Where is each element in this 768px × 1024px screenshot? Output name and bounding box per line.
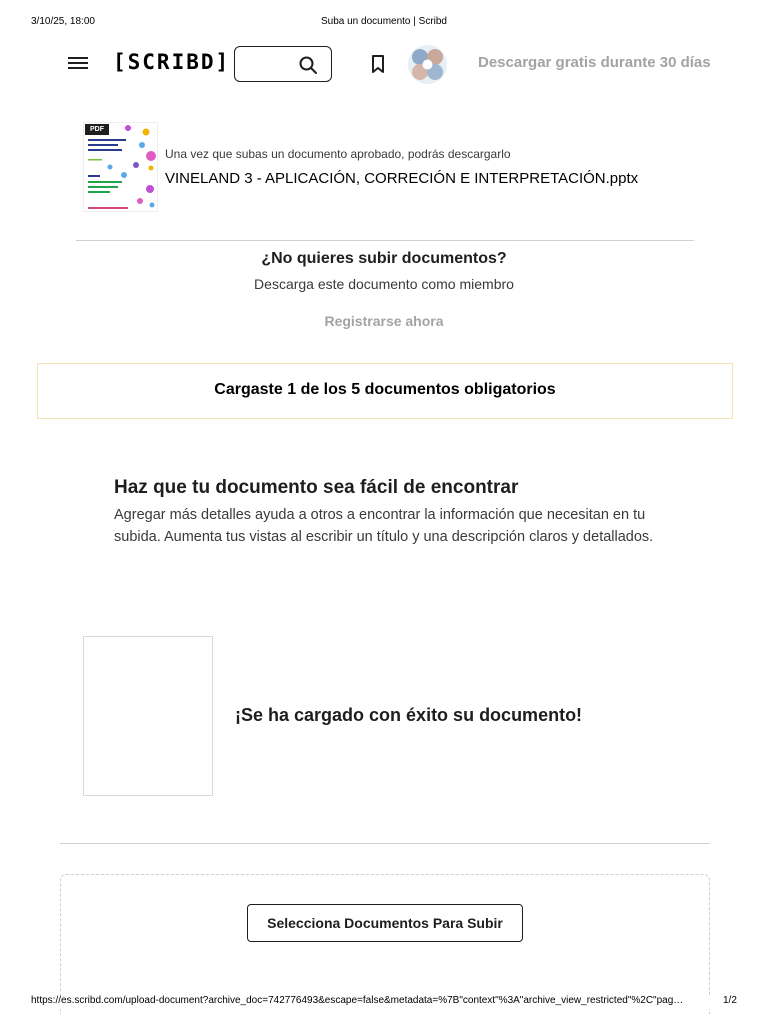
register-now-link[interactable]: Registrarse ahora	[324, 313, 444, 329]
print-footer	[0, 995, 768, 1009]
document-thumbnail	[83, 122, 158, 212]
search-box[interactable]	[234, 46, 332, 82]
free-trial-link[interactable]: Descargar gratis durante 30 días	[478, 54, 711, 71]
upload-drop-zone[interactable]	[60, 874, 710, 1014]
avatar[interactable]	[408, 45, 447, 84]
document-filename: VINELAND 3 - APLICACIÓN, CORRECIÓN E INTERPRETACIÓN.pptx	[165, 170, 639, 187]
findable-description: Agregar más detalles ayuda a otros a encontrar la información que necesitan en tu subida. Aumenta tus vistas al escribir un título y una descripción claros y detallados.	[114, 507, 654, 545]
print-date: 3/10/25, 18:00	[31, 16, 95, 27]
download-note: Una vez que subas un documento aprobado, podrás descargarlo	[165, 147, 511, 161]
search-input[interactable]	[241, 53, 295, 75]
print-header	[0, 16, 768, 30]
avatar-image	[408, 45, 447, 84]
scribd-logo[interactable]: [SCRIBD]	[113, 50, 231, 74]
print-page-title: Suba un documento | Scribd	[320, 16, 447, 27]
download-as-member-text: Descarga este documento como miembro	[254, 276, 514, 292]
print-url: https://es.scribd.com/upload-document?archive_doc=742776493&escape=false&metadata=%7B"context"%3A"archive_view_restricted"%2C"pag…	[31, 995, 684, 1006]
top-navigation	[0, 44, 768, 84]
pdf-badge: PDF	[85, 124, 109, 135]
divider	[76, 240, 694, 241]
select-documents-button[interactable]: Selecciona Documentos Para Subir	[247, 904, 523, 942]
document-info	[83, 122, 703, 212]
search-icon[interactable]	[298, 55, 318, 75]
document-preview	[83, 636, 213, 796]
findable-heading: Haz que tu documento sea fácil de encontrar	[114, 477, 519, 498]
upload-success-message: ¡Se ha cargado con éxito su documento!	[235, 705, 583, 725]
menu-icon[interactable]	[68, 54, 90, 72]
upload-progress-text: Cargaste 1 de los 5 documentos obligatorios	[214, 381, 556, 398]
bookmark-icon[interactable]	[369, 54, 387, 74]
no-upload-heading: ¿No quieres subir documentos?	[261, 250, 507, 267]
upload-progress-banner	[37, 363, 733, 419]
document-thumbnail-image	[84, 123, 158, 212]
print-page-number: 1/2	[723, 995, 737, 1006]
divider	[60, 843, 710, 844]
